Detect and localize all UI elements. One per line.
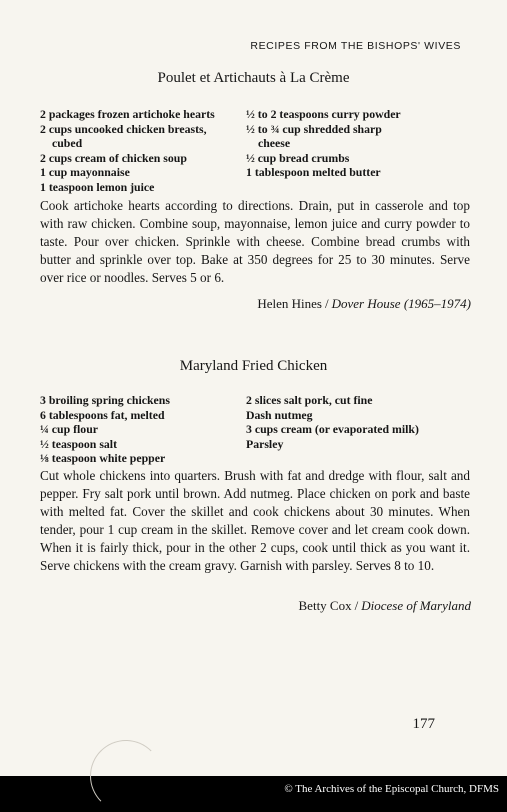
page-number: 177 <box>412 716 435 732</box>
ingredient: 2 cups uncooked chicken breasts, <box>40 121 207 136</box>
ingredient: cheese <box>258 136 291 151</box>
recipe-title: Poulet et Artichauts à La Crème <box>157 70 350 86</box>
ingredients-right <box>246 107 401 180</box>
ingredient: 6 tablespoons fat, melted <box>40 407 165 422</box>
copyright-notice: © The Archives of the Episcopal Church, DFMS <box>284 783 499 795</box>
ingredient: ½ cup bread crumbs <box>246 150 350 165</box>
ingredient: ½ teaspoon salt <box>40 436 118 451</box>
recipe-title: Maryland Fried Chicken <box>179 358 328 374</box>
recipe-credit <box>299 598 471 614</box>
running-head: RECIPES FROM THE BISHOPS' WIVES <box>250 40 461 52</box>
ingredients-left <box>40 107 215 195</box>
ingredients-right <box>246 393 419 451</box>
ingredient: 1 cup mayonnaise <box>40 165 130 180</box>
ingredient: cubed <box>52 136 83 151</box>
credit-separator: / <box>325 296 329 311</box>
ingredient: 2 slices salt pork, cut fine <box>246 393 373 407</box>
recipe-credit <box>257 296 471 312</box>
ingredient: 2 cups cream of chicken soup <box>40 150 187 165</box>
ingredient: ½ to ¾ cup shredded sharp <box>246 121 382 136</box>
credit-separator: / <box>354 598 359 613</box>
ingredient: 1 teaspoon lemon juice <box>40 179 155 194</box>
ingredient: 3 broiling spring chickens <box>40 393 170 407</box>
credit-name: Helen Hines <box>257 296 322 311</box>
credit-place: Diocese of Maryland <box>361 598 471 613</box>
ingredient: ¼ cup flour <box>40 422 99 437</box>
ingredient: 1 tablespoon melted butter <box>246 165 381 180</box>
page-curl-mark <box>90 740 162 812</box>
ingredient: ⅛ teaspoon white pepper <box>40 451 166 466</box>
ingredient: Parsley <box>246 436 284 451</box>
ingredient: Dash nutmeg <box>246 407 313 422</box>
ingredients-left <box>40 393 170 466</box>
recipe-directions: Cook artichoke hearts according to directions. Drain, put in casserole and top with raw chicken. Combine soup, mayonnaise, lemon juice and curry powder to taste. Pour over chicken. Sprinkle with cheese. Combine bread crumbs with butter and sprinkle over top. Bake at 350 degrees for 25 to 30 minutes. Serve over rice or noodles. Serves 5 or 6. <box>40 198 470 285</box>
recipe-directions: Cut whole chickens into quarters. Brush with fat and dredge with flour, salt and pepper. Fry salt pork until brown. Add nutmeg. Place chicken on pork and baste with melted fat. Cover the skillet and cook chickens about 30 minutes. When tender, pour 1 cup cream in the skillet. Remove cover and let cream cook down. When it is fairly thick, pour in the other 2 cups, cook until thick as you want it. Serve chickens with the cream gravy. Garnish with parsley. Serves 8 to 10. <box>40 468 470 573</box>
ingredient: 3 cups cream (or evaporated milk) <box>246 422 419 437</box>
credit-name: Betty Cox <box>298 598 352 613</box>
ingredient: 2 packages frozen artichoke hearts <box>40 107 215 121</box>
credit-place: Dover House (1965–1974) <box>331 296 471 311</box>
ingredient: ½ to 2 teaspoons curry powder <box>246 107 401 121</box>
